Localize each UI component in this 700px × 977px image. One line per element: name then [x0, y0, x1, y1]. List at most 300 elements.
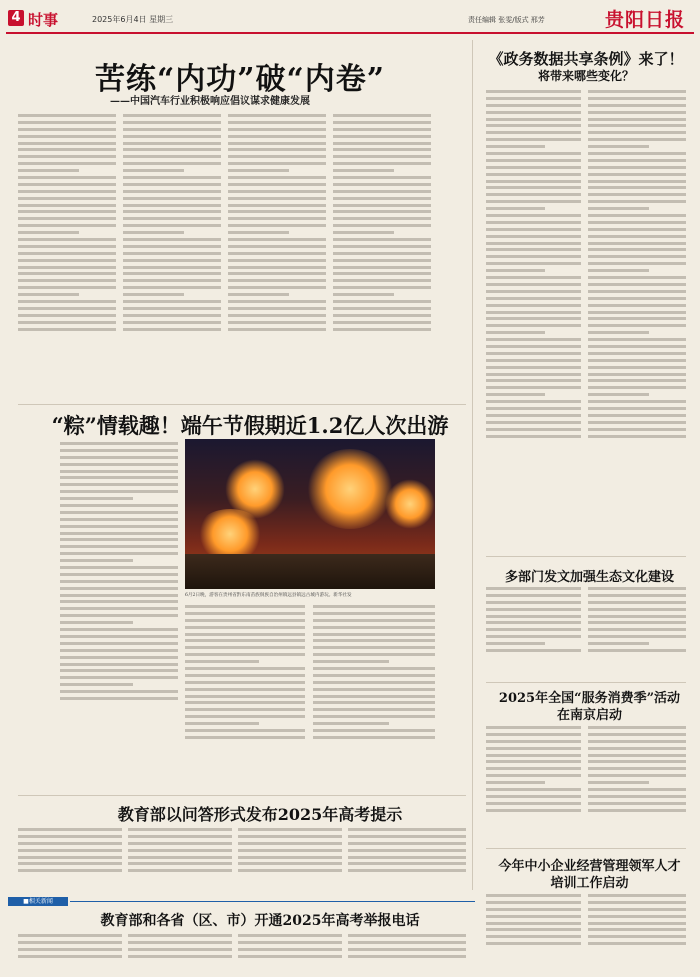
body-text-line	[18, 252, 116, 255]
body-text-line	[60, 518, 178, 521]
issue-date: 2025年6月4日 星期三	[92, 15, 174, 24]
body-text-line	[333, 245, 431, 248]
body-text-line	[185, 660, 259, 663]
body-text-line	[228, 183, 326, 186]
body-text-line	[333, 197, 431, 200]
body-text-line	[588, 908, 686, 911]
body-text-line	[60, 559, 133, 562]
body-text-line	[123, 204, 221, 207]
body-text-line	[123, 272, 221, 275]
body-text-line	[185, 667, 305, 670]
body-text-line	[486, 795, 581, 798]
body-text-line	[588, 635, 686, 638]
body-text-line	[123, 128, 221, 131]
body-text-line	[333, 121, 431, 124]
body-text-line	[588, 587, 686, 590]
body-text-line	[486, 269, 545, 272]
body-text-line	[486, 740, 581, 743]
body-text-line	[18, 121, 116, 124]
body-text-line	[348, 955, 466, 958]
body-text-line	[18, 307, 116, 310]
body-text-line	[486, 386, 581, 389]
body-text-line	[18, 941, 122, 944]
body-text-line	[588, 345, 686, 348]
body-text-line	[588, 207, 649, 210]
body-text-line	[486, 255, 581, 258]
body-text-line	[185, 729, 305, 732]
body-text-line	[60, 442, 178, 445]
body-text-line	[18, 231, 79, 234]
body-text-line	[486, 435, 581, 438]
body-text-line	[348, 869, 466, 872]
body-text-line	[486, 317, 581, 320]
body-text-line	[128, 842, 232, 845]
body-text-line	[18, 142, 116, 145]
body-text-line	[228, 121, 326, 124]
body-text-line	[333, 204, 431, 207]
body-text-line	[60, 642, 178, 645]
body-text-line	[123, 224, 221, 227]
body-text-line	[123, 307, 221, 310]
body-text-line	[588, 317, 686, 320]
page-header	[0, 0, 700, 34]
body-text-line	[228, 307, 326, 310]
body-text-line	[60, 449, 178, 452]
body-text-line	[18, 245, 116, 248]
body-text-line	[185, 639, 305, 642]
festival-body-column	[60, 440, 178, 785]
body-text-line	[333, 266, 431, 269]
body-text-line	[228, 272, 326, 275]
body-text-line	[123, 279, 221, 282]
body-text-line	[238, 849, 342, 852]
body-text-line	[228, 293, 289, 296]
body-text-line	[228, 142, 326, 145]
body-text-line	[486, 428, 581, 431]
body-text-line	[486, 311, 581, 314]
body-text-line	[60, 621, 133, 624]
consumption-subheadline: 在南京启动	[556, 708, 622, 723]
body-text-line	[18, 210, 116, 213]
body-text-line	[18, 272, 116, 275]
body-text-line	[486, 767, 581, 770]
body-text-line	[60, 676, 178, 679]
body-text-line	[588, 242, 686, 245]
body-text-line	[238, 835, 342, 838]
body-text-line	[128, 856, 232, 859]
body-text-line	[60, 525, 178, 528]
section-divider	[18, 404, 466, 405]
body-text-line	[18, 169, 79, 172]
body-text-line	[588, 421, 686, 424]
body-text-line	[486, 180, 581, 183]
body-text-line	[185, 722, 259, 725]
body-text-line	[60, 697, 178, 700]
body-text-line	[588, 214, 686, 217]
body-text-line	[486, 283, 581, 286]
body-text-line	[60, 552, 178, 555]
culture-body-column	[486, 585, 581, 679]
body-text-line	[588, 283, 686, 286]
body-text-line	[185, 653, 305, 656]
body-text-line	[228, 128, 326, 131]
body-text-line	[333, 217, 431, 220]
body-text-line	[18, 955, 122, 958]
festival-body-column	[313, 603, 435, 785]
newspaper-logo: 贵阳日报	[605, 9, 686, 31]
body-text-line	[486, 935, 581, 938]
body-text-line	[588, 760, 686, 763]
body-text-line	[238, 934, 342, 937]
body-text-line	[18, 842, 122, 845]
body-text-line	[348, 828, 466, 831]
body-text-line	[333, 279, 431, 282]
body-text-line	[588, 615, 686, 618]
body-text-line	[588, 324, 686, 327]
body-text-line	[123, 245, 221, 248]
body-text-line	[486, 635, 581, 638]
body-text-line	[486, 379, 581, 382]
body-text-line	[588, 935, 686, 938]
body-text-line	[18, 293, 79, 296]
festival-body-column	[185, 603, 305, 785]
body-text-line	[588, 608, 686, 611]
body-text-line	[123, 217, 221, 220]
body-text-line	[60, 476, 178, 479]
festival-photo	[185, 439, 435, 589]
body-text-line	[588, 290, 686, 293]
body-text-line	[486, 138, 581, 141]
body-text-line	[238, 862, 342, 865]
section-title: 时事	[28, 11, 59, 29]
body-text-line	[60, 538, 178, 541]
body-text-line	[185, 695, 305, 698]
body-text-line	[588, 435, 686, 438]
body-text-line	[588, 594, 686, 597]
body-text-line	[60, 649, 178, 652]
body-text-line	[313, 667, 435, 670]
body-text-line	[588, 901, 686, 904]
culture-body-column	[588, 585, 686, 679]
hotline-body-column	[128, 932, 232, 974]
body-text-line	[228, 190, 326, 193]
body-text-line	[588, 124, 686, 127]
body-text-line	[486, 922, 581, 925]
body-text-line	[486, 228, 581, 231]
body-text-line	[486, 290, 581, 293]
body-text-line	[588, 186, 686, 189]
body-text-line	[228, 114, 326, 117]
body-text-line	[18, 321, 116, 324]
body-text-line	[18, 828, 122, 831]
training-body-column	[486, 892, 581, 972]
body-text-line	[123, 148, 221, 151]
body-text-line	[313, 715, 435, 718]
body-text-line	[313, 626, 435, 629]
body-text-line	[313, 646, 435, 649]
hotline-body-column	[18, 932, 122, 974]
body-text-line	[333, 252, 431, 255]
body-text-line	[238, 869, 342, 872]
body-text-line	[588, 366, 686, 369]
body-text-line	[228, 259, 326, 262]
body-text-line	[588, 152, 686, 155]
body-text-line	[486, 186, 581, 189]
body-text-line	[123, 176, 221, 179]
related-news-label: ■相关新闻	[8, 897, 68, 906]
body-text-line	[123, 266, 221, 269]
body-text-line	[60, 463, 178, 466]
body-text-line	[18, 197, 116, 200]
body-text-line	[486, 608, 581, 611]
body-text-line	[228, 204, 326, 207]
body-text-line	[60, 690, 178, 693]
body-text-line	[185, 605, 305, 608]
body-text-line	[486, 124, 581, 127]
body-text-line	[60, 490, 178, 493]
body-text-line	[588, 726, 686, 729]
body-text-line	[348, 856, 466, 859]
body-text-line	[486, 97, 581, 100]
body-text-line	[228, 321, 326, 324]
body-text-line	[588, 180, 686, 183]
body-text-line	[123, 114, 221, 117]
body-text-line	[185, 715, 305, 718]
body-text-line	[588, 104, 686, 107]
body-text-line	[486, 642, 545, 645]
body-text-line	[588, 138, 686, 141]
body-text-line	[333, 293, 394, 296]
body-text-line	[18, 128, 116, 131]
body-text-line	[185, 708, 305, 711]
body-text-line	[486, 111, 581, 114]
body-text-line	[486, 166, 581, 169]
body-text-line	[333, 183, 431, 186]
body-text-line	[123, 321, 221, 324]
training-subheadline: 培训工作启动	[550, 876, 629, 891]
body-text-line	[486, 894, 581, 897]
body-text-line	[18, 204, 116, 207]
body-text-line	[123, 155, 221, 158]
body-text-line	[313, 639, 435, 642]
body-text-line	[128, 948, 232, 951]
body-text-line	[486, 207, 545, 210]
body-text-line	[486, 200, 581, 203]
body-text-line	[313, 653, 435, 656]
body-text-line	[185, 646, 305, 649]
body-text-line	[588, 311, 686, 314]
body-text-line	[486, 407, 581, 410]
body-text-line	[313, 688, 435, 691]
body-text-line	[18, 238, 116, 241]
body-text-line	[128, 862, 232, 865]
body-text-line	[228, 286, 326, 289]
body-text-line	[18, 862, 122, 865]
body-text-line	[333, 259, 431, 262]
body-text-line	[486, 754, 581, 757]
body-text-line	[18, 314, 116, 317]
policy-body-column	[486, 88, 581, 543]
body-text-line	[486, 324, 581, 327]
body-text-line	[238, 955, 342, 958]
section-divider	[486, 848, 686, 849]
body-text-line	[228, 224, 326, 227]
body-text-line	[333, 300, 431, 303]
body-text-line	[486, 262, 581, 265]
body-text-line	[588, 173, 686, 176]
body-text-line	[128, 828, 232, 831]
body-text-line	[588, 922, 686, 925]
body-text-line	[60, 573, 178, 576]
body-text-line	[486, 297, 581, 300]
body-text-line	[60, 545, 178, 548]
body-text-line	[333, 238, 431, 241]
body-text-line	[123, 259, 221, 262]
body-text-line	[486, 421, 581, 424]
body-text-line	[588, 747, 686, 750]
body-text-line	[18, 266, 116, 269]
body-text-line	[588, 400, 686, 403]
body-text-line	[333, 128, 431, 131]
body-text-line	[128, 941, 232, 944]
body-text-line	[123, 190, 221, 193]
body-text-line	[123, 210, 221, 213]
body-text-line	[313, 695, 435, 698]
body-text-line	[486, 338, 581, 341]
body-text-line	[348, 934, 466, 937]
body-text-line	[18, 135, 116, 138]
body-text-line	[333, 272, 431, 275]
body-text-line	[18, 217, 116, 220]
body-text-line	[238, 828, 342, 831]
body-text-line	[123, 142, 221, 145]
body-text-line	[486, 809, 581, 812]
training-headline: 今年中小企业经营管理领军人才	[498, 859, 681, 874]
body-text-line	[348, 948, 466, 951]
body-text-line	[588, 304, 686, 307]
body-text-line	[588, 379, 686, 382]
body-text-line	[486, 901, 581, 904]
body-text-line	[313, 619, 435, 622]
body-text-line	[123, 300, 221, 303]
body-text-line	[588, 118, 686, 121]
body-text-line	[313, 722, 389, 725]
lead-body-column	[228, 112, 326, 400]
body-text-line	[588, 649, 686, 652]
body-text-line	[486, 393, 545, 396]
body-text-line	[588, 166, 686, 169]
body-text-line	[228, 231, 289, 234]
body-text-line	[333, 176, 431, 179]
body-text-line	[486, 359, 581, 362]
body-text-line	[588, 407, 686, 410]
body-text-line	[60, 511, 178, 514]
body-text-line	[588, 338, 686, 341]
body-text-line	[486, 345, 581, 348]
body-text-line	[60, 600, 178, 603]
body-text-line	[185, 681, 305, 684]
lead-body-column	[333, 112, 431, 400]
body-text-line	[486, 331, 545, 334]
body-text-line	[486, 788, 581, 791]
body-text-line	[128, 934, 232, 937]
body-text-line	[333, 307, 431, 310]
body-text-line	[228, 217, 326, 220]
body-text-line	[60, 594, 178, 597]
body-text-line	[486, 214, 581, 217]
body-text-line	[123, 328, 221, 331]
body-text-line	[588, 774, 686, 777]
body-text-line	[486, 221, 581, 224]
body-text-line	[588, 262, 686, 265]
body-text-line	[486, 276, 581, 279]
body-text-line	[486, 587, 581, 590]
lead-subheadline: ——中国汽车行业积极响应倡议谋求健康发展	[110, 96, 310, 107]
body-text-line	[313, 681, 435, 684]
body-text-line	[18, 259, 116, 262]
body-text-line	[123, 238, 221, 241]
body-text-line	[588, 928, 686, 931]
body-text-line	[313, 736, 435, 739]
body-text-line	[313, 708, 435, 711]
body-text-line	[486, 760, 581, 763]
body-text-line	[486, 104, 581, 107]
body-text-line	[128, 835, 232, 838]
exam-headline: 教育部以问答形式发布2025年高考提示	[117, 805, 403, 824]
hotline-headline: 教育部和各省（区、市）开通2025年高考举报电话	[100, 913, 420, 929]
body-text-line	[486, 726, 581, 729]
body-text-line	[588, 373, 686, 376]
body-text-line	[486, 400, 581, 403]
body-text-line	[60, 683, 133, 686]
body-text-line	[228, 279, 326, 282]
body-text-line	[333, 224, 431, 227]
body-text-line	[588, 781, 649, 784]
body-text-line	[333, 114, 431, 117]
body-text-line	[18, 948, 122, 951]
body-text-line	[18, 162, 116, 165]
body-text-line	[348, 835, 466, 838]
body-text-line	[18, 155, 116, 158]
body-text-line	[60, 497, 133, 500]
body-text-line	[228, 245, 326, 248]
body-text-line	[486, 802, 581, 805]
body-text-line	[123, 121, 221, 124]
body-text-line	[348, 842, 466, 845]
body-text-line	[588, 255, 686, 258]
body-text-line	[185, 701, 305, 704]
body-text-line	[588, 942, 686, 945]
body-text-line	[333, 328, 431, 331]
body-text-line	[588, 200, 686, 203]
body-text-line	[60, 614, 178, 617]
body-text-line	[588, 788, 686, 791]
body-text-line	[486, 152, 581, 155]
lead-body-column	[18, 112, 116, 400]
body-text-line	[588, 145, 649, 148]
body-text-line	[486, 414, 581, 417]
body-text-line	[18, 835, 122, 838]
body-text-line	[333, 210, 431, 213]
exam-body-column	[238, 826, 342, 892]
body-text-line	[60, 656, 178, 659]
body-text-line	[185, 736, 305, 739]
body-text-line	[60, 663, 178, 666]
body-text-line	[60, 456, 178, 459]
body-text-line	[313, 633, 435, 636]
body-text-line	[185, 619, 305, 622]
body-text-line	[486, 242, 581, 245]
